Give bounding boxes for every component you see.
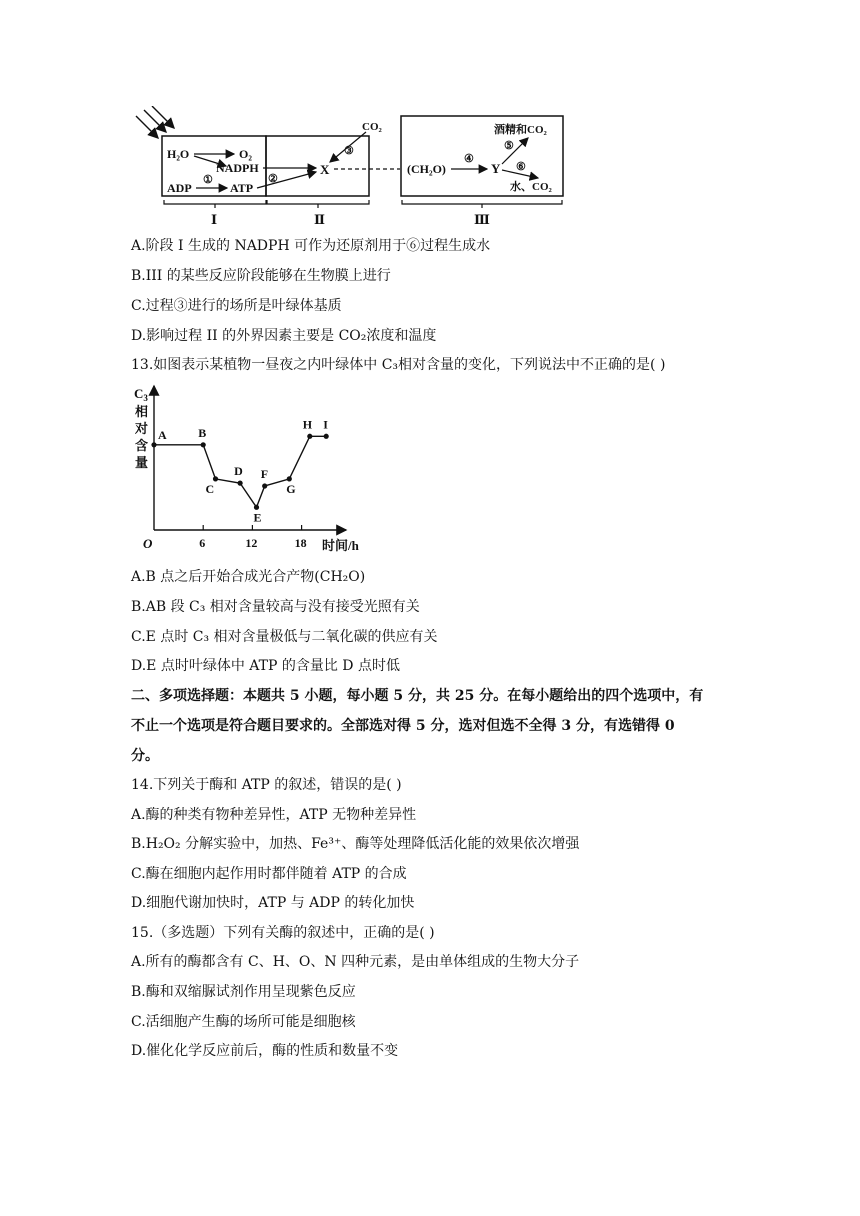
q14-option-a: A.酶的种类有物种差异性，ATP 无物种差异性 (131, 807, 417, 823)
q13-option-b: B.AB 段 C₃ 相对含量较高与没有接受光照有关 (131, 599, 420, 615)
origin-label: O (143, 536, 153, 551)
co2-top-label: CO₂ (362, 121, 382, 133)
light-rays-icon (136, 106, 174, 138)
point-g (287, 476, 292, 481)
point-label-b: B (198, 425, 207, 440)
circle-5-label: ⑤ (504, 140, 514, 152)
x-tick-label: 6 (199, 536, 206, 550)
nadph-label: NADPH (216, 161, 259, 175)
c3-content-chart (130, 380, 370, 560)
point-label-f: F (260, 466, 269, 481)
alcohol-co2-label: 酒精和CO₂ (494, 124, 547, 136)
point-label-d: D (234, 464, 243, 479)
adp-label: ADP (167, 181, 192, 195)
stage-label-3: Ⅲ (474, 212, 490, 227)
point-h (307, 434, 312, 439)
stage-label-2: Ⅱ (314, 212, 325, 227)
point-e (254, 505, 259, 510)
o2-label: O₂ (239, 147, 252, 161)
point-i (324, 434, 329, 439)
q14-option-c: C.酶在细胞内起作用时都伴随着 ATP 的合成 (131, 866, 407, 882)
q14-option-d: D.细胞代谢加快时，ATP 与 ADP 的转化加快 (131, 895, 415, 911)
point-b (201, 442, 206, 447)
q14-stem: 14.下列关于酶和 ATP 的叙述，错误的是( ) (131, 777, 402, 793)
q15-option-d: D.催化化学反应前后，酶的性质和数量不变 (131, 1043, 399, 1059)
point-label-a: A (158, 427, 167, 442)
q13-stem: 13.如图表示某植物一昼夜之内叶绿体中 C₃相对含量的变化，下列说法中不正确的是( ) (131, 357, 666, 373)
stage-label-1: Ⅰ (211, 212, 218, 227)
point-f (262, 483, 267, 488)
point-label-h: H (302, 417, 313, 432)
point-d (238, 481, 243, 486)
x-label: X (320, 162, 330, 177)
q12-option-d: D.影响过程 II 的外界因素主要是 CO₂浓度和温度 (131, 328, 437, 344)
ch2o-label: (CH₂O) (407, 162, 446, 176)
circle-3-label: ③ (344, 145, 354, 157)
point-c (213, 476, 218, 481)
circle-2-label: ② (268, 173, 278, 185)
point-label-g: G (286, 481, 296, 496)
point-a (151, 442, 156, 447)
atp-label: ATP (230, 181, 254, 195)
q15-option-b: B.酶和双缩脲试剂作用呈现紫色反应 (131, 984, 356, 1000)
section2-heading-line-1: 二、多项选择题：本题共 5 小题，每小题 5 分，共 25 分。在每小题给出的四个选项中，有 (131, 688, 704, 704)
q13-option-a: A.B 点之后开始合成光合产物(CH₂O) (131, 569, 366, 585)
y-label: Y (491, 161, 501, 176)
section2-heading-line-3: 分。 (131, 748, 159, 764)
x-tick-label: 12 (245, 536, 258, 550)
q15-option-c: C.活细胞产生酶的场所可能是细胞核 (131, 1014, 356, 1030)
h2o-label: H₂O (167, 147, 190, 161)
x-axis-label: 时间/h (322, 538, 359, 553)
circle-4-label: ④ (464, 153, 474, 165)
q12-option-a: A.阶段 I 生成的 NADPH 可作为还原剂用于⑥过程生成水 (131, 238, 491, 254)
point-label-e: E (253, 510, 262, 525)
y-axis-label: $C_3$ 相 对 含 量 (134, 386, 149, 470)
circle-1-label: ① (203, 174, 213, 186)
q15-stem: 15.（多选题）下列有关酶的叙述中，正确的是( ) (131, 925, 435, 941)
section2-heading-line-2: 不止一个选项是符合题目要求的。全部选对得 5 分，选对但选不全得 3 分，有选错得 0 (131, 718, 675, 734)
point-label-i: I (323, 417, 328, 432)
circle-6-label: ⑥ (516, 161, 526, 173)
q12-option-c: C.过程③进行的场所是叶绿体基质 (131, 298, 342, 314)
process-diagram (130, 106, 570, 232)
q13-option-d: D.E 点时叶绿体中 ATP 的含量比 D 点时低 (131, 658, 400, 674)
x-tick-label: 18 (294, 536, 307, 550)
q15-option-a: A.所有的酶都含有 C、H、O、N 四种元素，是由单体组成的生物大分子 (131, 954, 580, 970)
q13-option-c: C.E 点时 C₃ 相对含量极低与二氧化碳的供应有关 (131, 629, 438, 645)
point-label-c: C (205, 481, 215, 496)
q12-option-b: B.III 的某些反应阶段能够在生物膜上进行 (131, 268, 391, 284)
water-co2-label: 水、CO₂ (510, 181, 552, 193)
q14-option-b: B.H₂O₂ 分解实验中，加热、Fe³⁺、酶等处理降低活化能的效果依次增强 (131, 836, 580, 852)
